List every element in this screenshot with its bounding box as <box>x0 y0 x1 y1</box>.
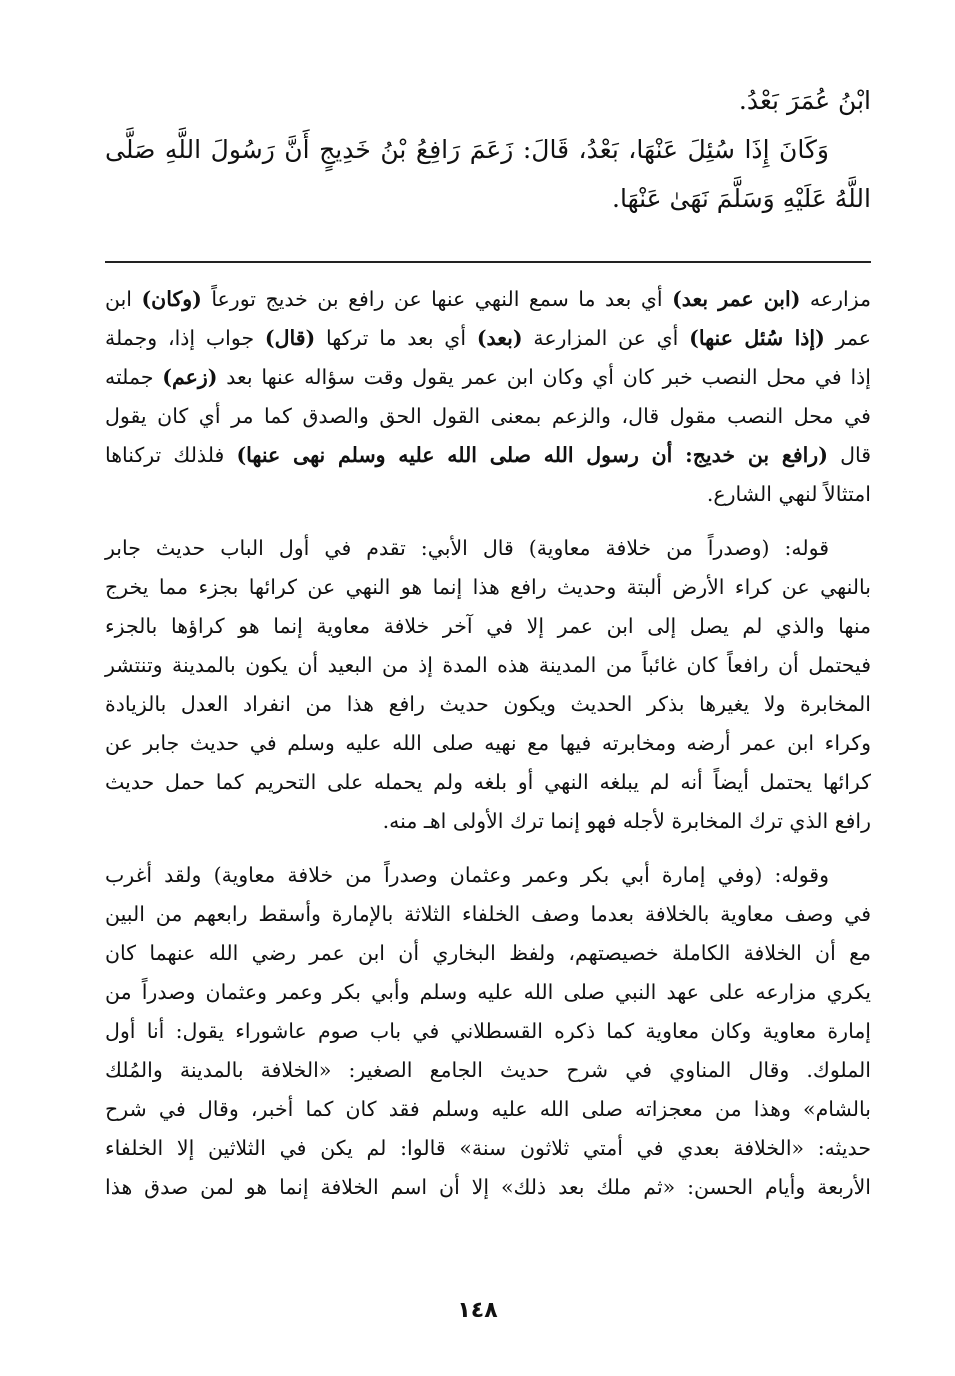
text-segment: جواب إذا، وجملة <box>105 326 265 350</box>
text-segment: وَكَانَ إِذَا سُئِلَ عَنْهَا، بَعْدُ، قَالَ: زَعَمَ رَافِعُ بْنُ خَدِيجٍ أَنَّ رَسُولَ اللَّهِ صَلَّى <box>105 135 829 164</box>
text-line <box>105 319 871 358</box>
bold-lemma: (بعد) <box>476 326 523 350</box>
text-segment: عمر <box>824 326 871 350</box>
text-line <box>105 76 871 125</box>
text-line <box>105 397 871 436</box>
text-line <box>105 568 871 607</box>
hadith-text <box>105 76 871 223</box>
text-line <box>105 724 871 763</box>
text-line <box>105 358 871 397</box>
text-line <box>105 607 871 646</box>
text-segment: المخابرة ولا يغيرها بذكر الحديث ويكون حديث رافع هذا من انفراد العدل بالزيادة <box>105 692 871 716</box>
text-segment: في وصف معاوية بالخلافة بعدما وصف الخلفاء الثلاثة بالإمارة وأسقط رابعهم من البين <box>105 902 871 926</box>
text-line <box>105 174 871 223</box>
bold-lemma: (رافع بن خديج: أن رسول الله صلى الله عليه وسلم نهى عنها) <box>236 443 828 467</box>
text-line <box>105 763 871 802</box>
text-segment: فلذلك تركناها <box>105 443 237 467</box>
text-segment: أي عن المزارعة <box>522 326 690 350</box>
commentary-paragraph <box>105 280 871 514</box>
text-line <box>105 973 871 1012</box>
text-segment: مزارعه <box>800 287 871 311</box>
text-segment: قوله: (وصدراً من خلافة معاوية) قال الأبي: تقدم في أول الباب حديث جابر <box>105 536 829 560</box>
text-line <box>105 802 871 841</box>
text-line <box>105 856 871 895</box>
text-segment: بالنهي عن كراء الأرض ألبتة وحديث رافع هذا إنما هو النهي عن كرائها بجزء مما يخرج <box>105 575 871 599</box>
text-segment: في محل النصب مقول قال، والزعم بمعنى القول الحق والصدق كما مر أي كان يقول <box>105 404 871 428</box>
text-line <box>105 280 871 319</box>
text-segment: يكري مزارعه على عهد النبي صلى الله عليه وسلم وأبي بكر وعمر وعثمان وصدراً من <box>105 980 871 1004</box>
text-segment: وكراء ابن عمر أرضه ومخابرته فيها مع نهيه صلى الله عليه وسلم في حديث جابر عن <box>105 731 871 755</box>
text-line <box>105 1051 871 1090</box>
text-line <box>105 646 871 685</box>
text-segment: جملته <box>105 365 163 389</box>
text-line <box>105 529 871 568</box>
commentary-paragraph <box>105 856 871 1207</box>
text-segment: حديثه: «الخلافة بعدي في أمتي ثلاثون سنة» قالوا: لم يكن في الثلاثين إلا الخلفاء <box>105 1136 871 1160</box>
text-line <box>105 934 871 973</box>
text-line <box>105 125 871 174</box>
bold-lemma: (وكان) <box>141 287 202 311</box>
commentary-text <box>105 280 871 1222</box>
text-segment: أي بعد ما تركها <box>315 326 477 350</box>
text-segment: أي بعد ما سمع النهي عنها عن رافع بن خديج تورعاً <box>201 287 673 311</box>
text-segment: وقوله: (وفي إمارة أبي بكر وعمر وعثمان وصدراً من خلافة معاوية) ولقد أغرب <box>105 863 829 887</box>
text-line <box>105 895 871 934</box>
text-line <box>105 1129 871 1168</box>
text-segment: كرائها يحتمل أيضاً أنه لم يبلغه النهي أو بلغه ولم يحمله على التحريم كما حمل حديث <box>105 770 871 794</box>
text-segment: ابن <box>105 287 142 311</box>
commentary-paragraph <box>105 529 871 841</box>
text-line <box>105 436 871 475</box>
text-line <box>105 1012 871 1051</box>
text-segment: مع أن الخلافة الكاملة خصيصتهم، ولفظ البخاري أن ابن عمر رضي الله عنهما كان <box>105 941 871 965</box>
text-line <box>105 475 871 514</box>
bold-lemma: (إذا سُئل عنها) <box>689 326 825 350</box>
text-segment: فيحتمل أن رافعاً كان غائباً من المدينة هذه المدة إذ من البعيد أن يكون بالمدينة وتنتشر <box>105 653 871 677</box>
bold-lemma: (زعم) <box>162 365 218 389</box>
text-line <box>105 1090 871 1129</box>
bold-lemma: (ابن عمر بعد) <box>672 287 801 311</box>
text-segment: قال <box>827 443 872 467</box>
text-segment: إمارة معاوية وكان معاوية كما ذكره القسطلاني في باب صوم عاشوراء يقول: أنا أول <box>105 1019 871 1043</box>
bold-lemma: (قال) <box>264 326 316 350</box>
text-segment: منها والذي لم يصل إلى ابن عمر إلا في آخر خلافة معاوية إنما هو كراؤها بالجزء <box>105 614 871 638</box>
text-line <box>105 685 871 724</box>
footnote-divider <box>105 261 871 263</box>
text-segment: بالشام» وهذا من معجزاته صلى الله عليه وسلم فقد كان كما أخبر، وقال في شرح <box>105 1097 871 1121</box>
text-segment: رافع الذي ترك المخابرة لأجله فهو إنما ترك الأولى اهـ منه. <box>382 809 871 833</box>
text-segment: ابْنُ عُمَرَ بَعْدُ. <box>738 86 871 115</box>
page-number: ١٤٨ <box>457 1298 498 1323</box>
text-line <box>105 1168 871 1207</box>
text-segment: الأربعة وأيام الحسن: «ثم ملك بعد ذلك» إلا أن اسم الخلافة إنما هو لمن صدق هذا <box>105 1175 871 1199</box>
text-segment: اللَّهُ عَلَيْهِ وَسَلَّمَ نَهَىٰ عَنْهَا. <box>612 184 871 213</box>
text-segment: إذا في محل النصب خبر كان أي وكان ابن عمر يقول وقت سؤاله عنها بعد <box>217 365 871 389</box>
text-segment: امتثالاً لنهي الشارع. <box>706 482 871 506</box>
text-segment: الملوك. وقال المناوي في شرح حديث الجامع الصغير: «الخلافة بالمدينة والمُلك <box>105 1058 871 1082</box>
